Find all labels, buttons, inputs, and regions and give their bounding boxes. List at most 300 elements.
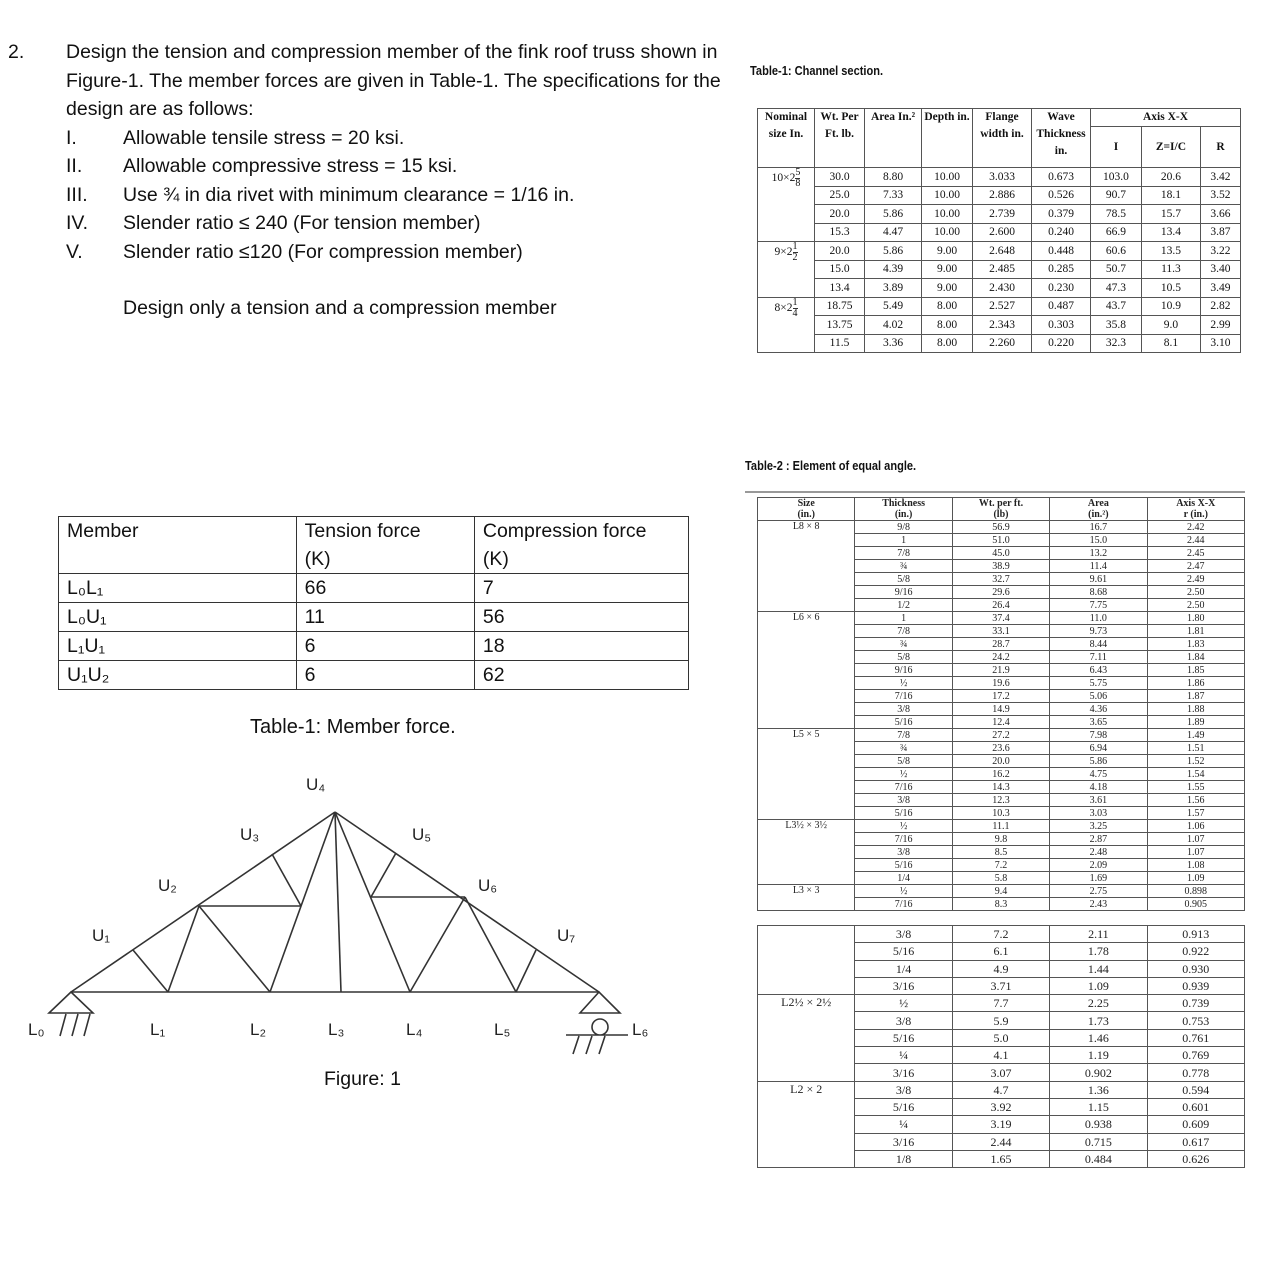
table-cell: 7.2 bbox=[952, 859, 1049, 872]
equal-angle-table-part2 bbox=[757, 925, 1245, 1168]
table-cell: 2.09 bbox=[1050, 859, 1147, 872]
table-cell: 103.0 bbox=[1091, 168, 1142, 187]
table-cell: ¾ bbox=[855, 742, 952, 755]
table-cell: 1/2 bbox=[855, 599, 952, 612]
table-cell: 10.3 bbox=[952, 807, 1049, 820]
spec-text: Use ¾ in dia rivet with minimum clearance = 1/16 in. bbox=[123, 183, 575, 206]
table-cell: 1/8 bbox=[855, 1150, 952, 1167]
spec-item bbox=[66, 209, 728, 238]
lower-node-label: L₃ bbox=[328, 1020, 345, 1039]
table-cell: 1.19 bbox=[1050, 1047, 1147, 1064]
table-cell: ½ bbox=[855, 885, 952, 898]
table-cell: 4.7 bbox=[952, 1081, 1049, 1098]
table-cell: L₁U₁ bbox=[59, 632, 297, 661]
intro-line: Figure-1. The member forces are given in Table-1. The specifications for the bbox=[66, 69, 721, 92]
column-header-I: I bbox=[1091, 127, 1142, 168]
upper-node-label: U₃ bbox=[240, 825, 260, 844]
table-cell: 5/16 bbox=[855, 859, 952, 872]
table-cell: L₀U₁ bbox=[59, 603, 297, 632]
table-cell: 10.00 bbox=[922, 186, 973, 205]
table-row bbox=[758, 926, 1245, 943]
table-cell: 13.4 bbox=[815, 279, 865, 298]
table-cell: 4.36 bbox=[1050, 703, 1147, 716]
table-cell: 1.07 bbox=[1147, 833, 1244, 846]
truss-member bbox=[410, 897, 465, 992]
table-cell: 35.8 bbox=[1091, 316, 1142, 335]
size-whole: 9×2 bbox=[774, 246, 793, 259]
size-numerator: 5 bbox=[795, 167, 801, 178]
table-cell: 0.938 bbox=[1050, 1116, 1147, 1133]
table-cell: 2.886 bbox=[973, 186, 1032, 205]
table-cell: 3.61 bbox=[1050, 794, 1147, 807]
table-cell: 4.9 bbox=[952, 960, 1049, 977]
truss-member bbox=[272, 854, 301, 906]
table-cell: 51.0 bbox=[952, 534, 1049, 547]
header-line: Thickness bbox=[882, 498, 925, 509]
table-cell: 0.898 bbox=[1147, 885, 1244, 898]
table-cell: 4.18 bbox=[1050, 781, 1147, 794]
table-cell: 3.66 bbox=[1200, 205, 1240, 224]
header-line: Area bbox=[1087, 498, 1109, 509]
table-cell: 8.00 bbox=[922, 316, 973, 335]
table-cell: 0.487 bbox=[1032, 297, 1091, 316]
top-chord-left bbox=[71, 812, 335, 992]
table-cell: 1.69 bbox=[1050, 872, 1147, 885]
table-cell: 60.6 bbox=[1091, 242, 1142, 261]
header-line: Size bbox=[797, 498, 815, 509]
spec-text: Allowable compressive stress = 15 ksi. bbox=[123, 155, 458, 177]
table-cell: 1.49 bbox=[1147, 729, 1244, 742]
table-cell: 3.65 bbox=[1050, 716, 1147, 729]
table-cell: 5/8 bbox=[855, 573, 952, 586]
table-cell: 0.761 bbox=[1147, 1029, 1244, 1046]
table-cell: 3/8 bbox=[855, 846, 952, 859]
column-header bbox=[855, 498, 952, 521]
table-row bbox=[758, 995, 1245, 1012]
table-cell: 15.0 bbox=[1050, 534, 1147, 547]
table-cell: ¾ bbox=[855, 638, 952, 651]
table-cell: 7.2 bbox=[952, 926, 1049, 943]
table-cell: 50.7 bbox=[1091, 260, 1142, 279]
table-cell: 16.7 bbox=[1050, 521, 1147, 534]
table-cell: 28.7 bbox=[952, 638, 1049, 651]
table-cell: 11.5 bbox=[815, 334, 865, 353]
table-cell: 1.88 bbox=[1147, 703, 1244, 716]
table-cell: 90.7 bbox=[1091, 186, 1142, 205]
column-header: Member bbox=[59, 517, 297, 546]
table-cell: 6.43 bbox=[1050, 664, 1147, 677]
table-row bbox=[758, 820, 1245, 833]
design-note: Design only a tension and a compression member bbox=[123, 297, 557, 319]
table-cell: 8.80 bbox=[865, 168, 922, 187]
table-cell: 0.939 bbox=[1147, 977, 1244, 994]
size-fraction bbox=[793, 242, 798, 263]
table-cell: 56.9 bbox=[952, 521, 1049, 534]
truss-member bbox=[516, 950, 536, 992]
fink-truss-figure bbox=[0, 760, 700, 1100]
table-cell: 1.56 bbox=[1147, 794, 1244, 807]
table-cell: 2.343 bbox=[973, 316, 1032, 335]
table-cell: 5.75 bbox=[1050, 677, 1147, 690]
table-cell: 32.3 bbox=[1091, 334, 1142, 353]
table-row bbox=[758, 316, 1241, 335]
table-cell: 47.3 bbox=[1091, 279, 1142, 298]
table-cell: 3.71 bbox=[952, 977, 1049, 994]
table-cell: 1.52 bbox=[1147, 755, 1244, 768]
table-cell: 1.57 bbox=[1147, 807, 1244, 820]
table-cell: 8.3 bbox=[952, 898, 1049, 911]
member-table-caption: Table-1: Member force. bbox=[250, 716, 456, 738]
table-cell: 8.5 bbox=[952, 846, 1049, 859]
table-cell: 9.4 bbox=[952, 885, 1049, 898]
table-row bbox=[758, 885, 1245, 898]
table-cell: ½ bbox=[855, 768, 952, 781]
column-header-nominal: Nominal size In. bbox=[758, 109, 815, 168]
table-cell: 3.25 bbox=[1050, 820, 1147, 833]
table-row bbox=[59, 661, 689, 690]
table-row bbox=[758, 612, 1245, 625]
table-cell: 7.11 bbox=[1050, 651, 1147, 664]
angle-table-caption: Table-2 : Element of equal angle. bbox=[745, 458, 917, 473]
table-cell: 2.49 bbox=[1147, 573, 1244, 586]
header-rule bbox=[745, 491, 1245, 493]
column-header-depth: Depth in. bbox=[922, 109, 973, 168]
table-cell: 0.448 bbox=[1032, 242, 1091, 261]
table-row bbox=[59, 603, 689, 632]
upper-node-label: U₆ bbox=[478, 876, 498, 895]
table-cell: 1 bbox=[855, 612, 952, 625]
table-cell: 5.86 bbox=[865, 242, 922, 261]
table-cell: 5/16 bbox=[855, 716, 952, 729]
table-cell: 1.15 bbox=[1050, 1098, 1147, 1115]
table-cell: 4.39 bbox=[865, 260, 922, 279]
table-cell: 10.00 bbox=[922, 223, 973, 242]
column-header-flange: Flange width in. bbox=[973, 109, 1032, 168]
table-cell: 4.75 bbox=[1050, 768, 1147, 781]
table-cell: ½ bbox=[855, 677, 952, 690]
table-cell: L₀L₁ bbox=[59, 574, 297, 603]
table-cell: 5.0 bbox=[952, 1029, 1049, 1046]
table-cell: 8.1 bbox=[1141, 334, 1200, 353]
table-cell: 0.769 bbox=[1147, 1047, 1244, 1064]
table-cell: 0.303 bbox=[1032, 316, 1091, 335]
spec-item bbox=[66, 124, 728, 153]
upper-node-label: U₇ bbox=[557, 926, 576, 945]
table-cell: 0.902 bbox=[1050, 1064, 1147, 1081]
column-unit bbox=[59, 545, 297, 574]
table-cell: 3.03 bbox=[1050, 807, 1147, 820]
spec-text: Allowable tensile stress = 20 ksi. bbox=[123, 126, 405, 149]
header-unit: (in.) bbox=[894, 509, 913, 520]
truss-member bbox=[335, 812, 341, 992]
size-fraction bbox=[795, 168, 800, 189]
table-cell: 0.905 bbox=[1147, 898, 1244, 911]
table-cell: 11.0 bbox=[1050, 612, 1147, 625]
table-cell: 1.85 bbox=[1147, 664, 1244, 677]
table-cell: 5/8 bbox=[855, 651, 952, 664]
spec-number: V. bbox=[66, 240, 83, 263]
table-cell: 2.42 bbox=[1147, 521, 1244, 534]
spec-number: III. bbox=[66, 183, 88, 206]
question-number: 2. bbox=[8, 41, 25, 63]
table-cell: 11.4 bbox=[1050, 560, 1147, 573]
table-cell: 3/8 bbox=[855, 926, 952, 943]
column-header-R: R bbox=[1200, 127, 1240, 168]
table-cell: 1.65 bbox=[952, 1150, 1049, 1167]
question-body bbox=[66, 38, 728, 323]
truss-member bbox=[270, 812, 335, 992]
table-cell: 9/16 bbox=[855, 586, 952, 599]
table-cell: 1.09 bbox=[1147, 872, 1244, 885]
table-cell: 20.6 bbox=[1141, 168, 1200, 187]
table-cell: 9.73 bbox=[1050, 625, 1147, 638]
table-cell: ¾ bbox=[855, 560, 952, 573]
table-cell: 9/8 bbox=[855, 521, 952, 534]
table-cell: 1.06 bbox=[1147, 820, 1244, 833]
table-cell: 2.430 bbox=[973, 279, 1032, 298]
table-cell: 8.00 bbox=[922, 334, 973, 353]
size-denominator: 2 bbox=[792, 252, 798, 263]
table-cell: 18 bbox=[474, 632, 688, 661]
table-cell: 1.86 bbox=[1147, 677, 1244, 690]
table-row bbox=[758, 223, 1241, 242]
table-cell: 14.9 bbox=[952, 703, 1049, 716]
table-cell: 13.2 bbox=[1050, 547, 1147, 560]
truss-member bbox=[335, 812, 410, 992]
table-cell: 2.47 bbox=[1147, 560, 1244, 573]
table-cell: 7.98 bbox=[1050, 729, 1147, 742]
table-cell: 12.3 bbox=[952, 794, 1049, 807]
table-row bbox=[758, 521, 1245, 534]
table-cell: ¼ bbox=[855, 1047, 952, 1064]
table-cell: 2.82 bbox=[1200, 297, 1240, 316]
table-cell: 25.0 bbox=[815, 186, 865, 205]
table-cell: 3.22 bbox=[1200, 242, 1240, 261]
table-cell: 0.922 bbox=[1147, 943, 1244, 960]
table-cell: 7/8 bbox=[855, 625, 952, 638]
spec-item bbox=[66, 238, 728, 267]
header-row bbox=[758, 109, 1241, 127]
table-cell: 0.753 bbox=[1147, 1012, 1244, 1029]
table-cell: 7/16 bbox=[855, 833, 952, 846]
table-cell: 78.5 bbox=[1091, 205, 1142, 224]
lower-node-label: L₄ bbox=[406, 1020, 423, 1039]
truss-member bbox=[168, 906, 199, 992]
table-cell: 0.715 bbox=[1050, 1133, 1147, 1150]
table-cell: 19.6 bbox=[952, 677, 1049, 690]
table-cell: 2.48 bbox=[1050, 846, 1147, 859]
angle-size: L2 × 2 bbox=[758, 1081, 855, 1167]
table-cell: 0.526 bbox=[1032, 186, 1091, 205]
roller-support-icon bbox=[566, 992, 628, 1054]
angle-size: L8 × 8 bbox=[758, 521, 855, 612]
table-cell: 5/16 bbox=[855, 1098, 952, 1115]
table-cell: ¼ bbox=[855, 1116, 952, 1133]
table-cell: 5.49 bbox=[865, 297, 922, 316]
table-cell: 1/4 bbox=[855, 872, 952, 885]
column-header bbox=[1050, 498, 1147, 521]
table-cell: 9.00 bbox=[922, 260, 973, 279]
spec-number: I. bbox=[66, 126, 77, 149]
column-unit: (K) bbox=[296, 545, 474, 574]
angle-size: L3 × 3 bbox=[758, 885, 855, 911]
spec-text: Slender ratio ≤120 (For compression member) bbox=[123, 240, 523, 263]
table-cell: 20.0 bbox=[815, 242, 865, 261]
table-cell: 8.68 bbox=[1050, 586, 1147, 599]
size-fraction bbox=[793, 298, 798, 319]
table-cell: 2.648 bbox=[973, 242, 1032, 261]
truss-member bbox=[371, 853, 396, 897]
table-cell: 1.78 bbox=[1050, 943, 1147, 960]
table-cell: 5/8 bbox=[855, 755, 952, 768]
table-cell: 6 bbox=[296, 632, 474, 661]
table-cell: 7/16 bbox=[855, 690, 952, 703]
angle-size: L2½ × 2½ bbox=[758, 995, 855, 1081]
table-cell: 0.609 bbox=[1147, 1116, 1244, 1133]
truss-member bbox=[133, 950, 168, 992]
table-row bbox=[758, 729, 1245, 742]
table-cell: 2.43 bbox=[1050, 898, 1147, 911]
nominal-size bbox=[758, 168, 815, 242]
table-cell: 4.02 bbox=[865, 316, 922, 335]
table-cell: 3.52 bbox=[1200, 186, 1240, 205]
table-cell: 1.09 bbox=[1050, 977, 1147, 994]
table-cell: 7 bbox=[474, 574, 688, 603]
table-cell: 29.6 bbox=[952, 586, 1049, 599]
table-cell: 9/16 bbox=[855, 664, 952, 677]
pin-support-icon bbox=[49, 992, 93, 1036]
table-cell: 10.5 bbox=[1141, 279, 1200, 298]
table-cell: 32.7 bbox=[952, 573, 1049, 586]
table-cell: 26.4 bbox=[952, 599, 1049, 612]
angle-size: L6 × 6 bbox=[758, 612, 855, 729]
table-cell: U₁U₂ bbox=[59, 661, 297, 690]
table-cell: 9.00 bbox=[922, 242, 973, 261]
truss-member bbox=[465, 897, 516, 992]
table-cell: 0.220 bbox=[1032, 334, 1091, 353]
spec-item bbox=[66, 181, 728, 210]
nominal-size bbox=[758, 297, 815, 353]
table-cell: 2.45 bbox=[1147, 547, 1244, 560]
table-cell: 7/8 bbox=[855, 547, 952, 560]
header-row bbox=[758, 498, 1245, 521]
table-row bbox=[758, 242, 1241, 261]
table-cell: 3.40 bbox=[1200, 260, 1240, 279]
table-cell: 2.600 bbox=[973, 223, 1032, 242]
table-cell: 1.73 bbox=[1050, 1012, 1147, 1029]
header-unit: (in.) bbox=[797, 509, 815, 520]
units-row bbox=[59, 545, 689, 574]
table-cell: 2.11 bbox=[1050, 926, 1147, 943]
table-cell: 66.9 bbox=[1091, 223, 1142, 242]
table-cell: 2.44 bbox=[952, 1133, 1049, 1150]
table-cell: 5/16 bbox=[855, 943, 952, 960]
table-cell: 2.739 bbox=[973, 205, 1032, 224]
table-cell: 5.9 bbox=[952, 1012, 1049, 1029]
member-force-table bbox=[58, 516, 689, 690]
table-cell: 3/16 bbox=[855, 1133, 952, 1150]
table-cell: 27.2 bbox=[952, 729, 1049, 742]
intro-line: Design the tension and compression member of the fink roof truss shown in bbox=[66, 41, 718, 63]
lower-node-label: L₂ bbox=[250, 1020, 267, 1039]
column-header bbox=[952, 498, 1049, 521]
table-cell: 7.7 bbox=[952, 995, 1049, 1012]
spec-item bbox=[66, 152, 728, 181]
table-cell: 15.3 bbox=[815, 223, 865, 242]
table-row bbox=[59, 574, 689, 603]
header-row bbox=[59, 517, 689, 546]
spec-text: Slender ratio ≤ 240 (For tension member) bbox=[123, 212, 481, 234]
table-cell: 56 bbox=[474, 603, 688, 632]
column-header-area: Area In.² bbox=[865, 109, 922, 168]
table-cell: 9.0 bbox=[1141, 316, 1200, 335]
header-unit: r (in.) bbox=[1183, 509, 1208, 520]
lower-node-label: L₆ bbox=[632, 1020, 649, 1039]
column-header-wave: Wave Thickness in. bbox=[1032, 109, 1091, 168]
upper-node-label: U₄ bbox=[306, 775, 326, 794]
spec-number: IV. bbox=[66, 212, 89, 234]
table-cell: 3.19 bbox=[952, 1116, 1049, 1133]
table-cell: 1.54 bbox=[1147, 768, 1244, 781]
table-cell: 6.94 bbox=[1050, 742, 1147, 755]
column-header: Tension force bbox=[296, 517, 474, 546]
table-cell: 45.0 bbox=[952, 547, 1049, 560]
table-cell: 2.485 bbox=[973, 260, 1032, 279]
table-cell: 2.44 bbox=[1147, 534, 1244, 547]
table-cell: 1.55 bbox=[1147, 781, 1244, 794]
table-cell: 3/8 bbox=[855, 1012, 952, 1029]
lower-node-label: L₁ bbox=[150, 1020, 166, 1039]
size-denominator: 8 bbox=[795, 178, 801, 189]
table-cell: 2.99 bbox=[1200, 316, 1240, 335]
size-whole: 10×2 bbox=[771, 172, 796, 185]
table-cell: 5/16 bbox=[855, 1029, 952, 1046]
table-cell: 2.87 bbox=[1050, 833, 1147, 846]
table-cell: 0.673 bbox=[1032, 168, 1091, 187]
table-cell: 10.00 bbox=[922, 168, 973, 187]
table-cell: 3/8 bbox=[855, 703, 952, 716]
table-cell: 11 bbox=[296, 603, 474, 632]
table-row bbox=[758, 279, 1241, 298]
table-cell: 43.7 bbox=[1091, 297, 1142, 316]
table-cell: 7.33 bbox=[865, 186, 922, 205]
table-cell: 8.00 bbox=[922, 297, 973, 316]
table-row bbox=[758, 1081, 1245, 1098]
channel-table-caption: Table-1: Channel section. bbox=[750, 63, 884, 78]
table-cell: 7/8 bbox=[855, 729, 952, 742]
figure-caption: Figure: 1 bbox=[324, 1068, 401, 1090]
column-header-axis: Axis X-X bbox=[1091, 109, 1241, 127]
table-cell: 2.527 bbox=[973, 297, 1032, 316]
column-unit: (K) bbox=[474, 545, 688, 574]
table-cell: 3/8 bbox=[855, 1081, 952, 1098]
table-cell: 3.10 bbox=[1200, 334, 1240, 353]
size-whole: 8×2 bbox=[774, 301, 793, 314]
table-cell: 2.50 bbox=[1147, 586, 1244, 599]
table-cell: 14.3 bbox=[952, 781, 1049, 794]
spec-number: II. bbox=[66, 155, 83, 177]
column-header-Z: Z=I/C bbox=[1141, 127, 1200, 168]
table-cell: 13.5 bbox=[1141, 242, 1200, 261]
header-line: Wt. per ft. bbox=[978, 498, 1024, 509]
table-cell: 3/16 bbox=[855, 977, 952, 994]
table-cell: 2.50 bbox=[1147, 599, 1244, 612]
table-cell: 4.47 bbox=[865, 223, 922, 242]
table-cell: 0.913 bbox=[1147, 926, 1244, 943]
table-cell: 3.87 bbox=[1200, 223, 1240, 242]
spec-list bbox=[66, 124, 728, 267]
table-cell: 20.0 bbox=[952, 755, 1049, 768]
